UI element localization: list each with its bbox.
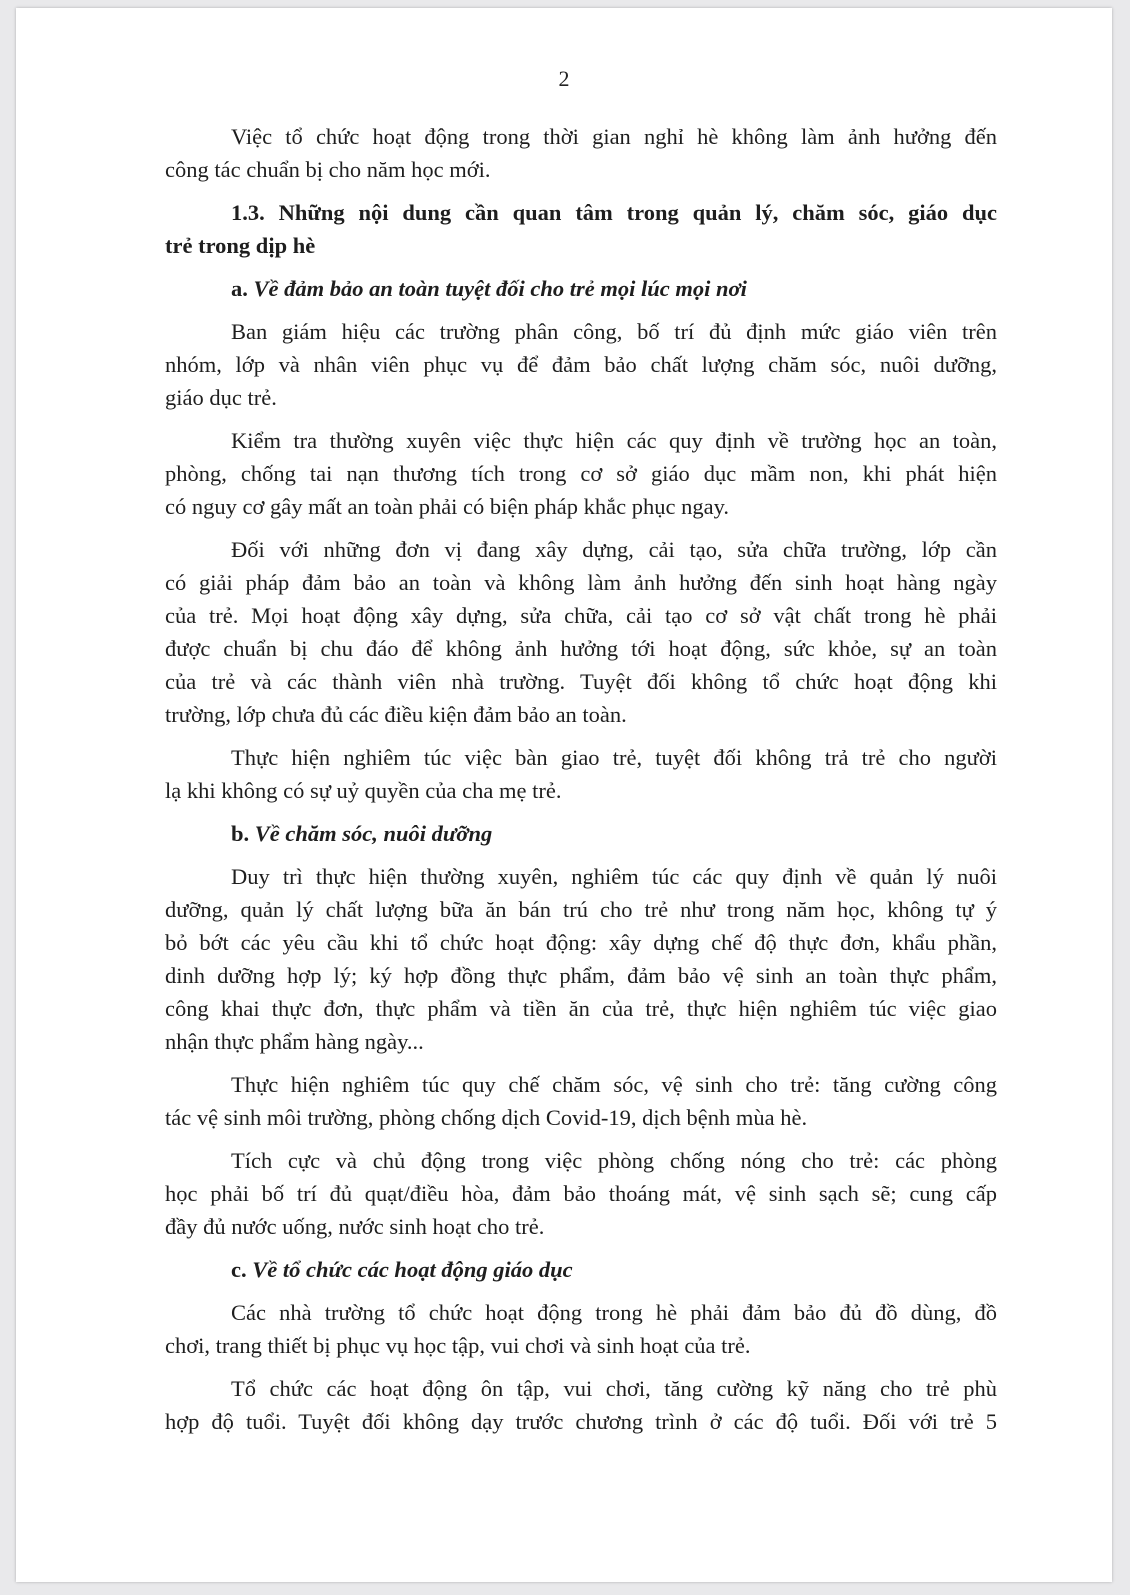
text-line: bỏ bớt các yêu cầu khi tổ chức hoạt động: xây dựng chế độ thực đơn, khẩu phần, (165, 930, 997, 955)
text-line (165, 1253, 997, 1286)
text-line: Đối với những đơn vị đang xây dựng, cải tạo, sửa chữa trường, lớp cần (231, 537, 997, 562)
text-line: lạ khi không có sự uỷ quyền của cha mẹ trẻ. (165, 778, 562, 803)
text-line: Thực hiện nghiêm túc quy chế chăm sóc, vệ sinh cho trẻ: tăng cường công (231, 1072, 997, 1097)
text-line: nhận thực phẩm hàng ngày... (165, 1029, 424, 1054)
text-line: công khai thực đơn, thực phẩm và tiền ăn của trẻ, thực hiện nghiêm túc việc giao (165, 996, 997, 1021)
text-line: Thực hiện nghiêm túc việc bàn giao trẻ, tuyệt đối không trả trẻ cho người (231, 745, 997, 770)
paragraph (165, 1296, 997, 1362)
text-line: nhóm, lớp và nhân viên phục vụ để đảm bảo chất lượng chăm sóc, nuôi dưỡng, (165, 352, 997, 377)
text-line: có nguy cơ gây mất an toàn phải có biện pháp khắc phục ngay. (165, 494, 730, 519)
text-line: chơi, trang thiết bị phục vụ học tập, vui chơi và sinh hoạt của trẻ. (165, 1333, 751, 1358)
subheading-prefix: c. (231, 1257, 247, 1282)
paragraph (165, 741, 997, 807)
text-line: phòng, chống tai nạn thương tích trong cơ sở giáo dục mầm non, khi phát hiện (165, 461, 997, 486)
paragraph (165, 120, 997, 186)
text-line: Kiểm tra thường xuyên việc thực hiện các quy định về trường học an toàn, (231, 428, 997, 453)
paragraph (165, 424, 997, 523)
text-line (165, 817, 997, 850)
text-line: Ban giám hiệu các trường phân công, bố trí đủ định mức giáo viên trên (231, 319, 997, 344)
text-line: dưỡng, quản lý chất lượng bữa ăn bán trú cho trẻ như trong năm học, không tự ý (165, 897, 997, 922)
paragraph (165, 315, 997, 414)
text-line: trẻ trong dịp hè (165, 233, 316, 258)
page-number: 2 (558, 66, 570, 91)
paragraph (165, 1068, 997, 1134)
paragraph (165, 1144, 997, 1243)
paragraph (165, 860, 997, 1058)
subheading-prefix: b. (231, 821, 250, 846)
subsection-heading (165, 1253, 997, 1286)
text-line: giáo dục trẻ. (165, 385, 277, 410)
text-line: của trẻ và các thành viên nhà trường. Tuyệt đối không tổ chức hoạt động khi (165, 669, 997, 694)
text-line: hợp độ tuổi. Tuyệt đối không dạy trước chương trình ở các độ tuổi. Đối với trẻ 5 (165, 1409, 997, 1434)
text-line: Tích cực và chủ động trong việc phòng chống nóng cho trẻ: các phòng (231, 1148, 997, 1173)
text-line: đầy đủ nước uống, nước sinh hoạt cho trẻ. (165, 1214, 545, 1239)
text-line: tác vệ sinh môi trường, phòng chống dịch Covid-19, dịch bệnh mùa hè. (165, 1105, 808, 1130)
subsection-heading (165, 272, 997, 305)
text-line: dinh dưỡng hợp lý; ký hợp đồng thực phẩm, đảm bảo vệ sinh an toàn thực phẩm, (165, 963, 997, 988)
subheading-text: Về tổ chức các hoạt động giáo dục (252, 1257, 573, 1282)
document-body (165, 120, 997, 1448)
document-page (16, 8, 1112, 1582)
text-line: trường, lớp chưa đủ các điều kiện đảm bảo an toàn. (165, 702, 627, 727)
text-line: học phải bố trí đủ quạt/điều hòa, đảm bảo thoáng mát, vệ sinh sạch sẽ; cung cấp (165, 1181, 997, 1206)
text-line: được chuẩn bị chu đáo để không ảnh hưởng tới hoạt động, sức khỏe, sự an toàn (165, 636, 997, 661)
text-line: công tác chuẩn bị cho năm học mới. (165, 157, 491, 182)
text-line: 1.3. Những nội dung cần quan tâm trong quản lý, chăm sóc, giáo dục (231, 200, 997, 225)
paragraph (165, 533, 997, 731)
subheading-prefix: a. (231, 276, 248, 301)
text-line: Tổ chức các hoạt động ôn tập, vui chơi, tăng cường kỹ năng cho trẻ phù (231, 1376, 997, 1401)
subsection-heading (165, 817, 997, 850)
paragraph (165, 1372, 997, 1438)
subheading-text: Về chăm sóc, nuôi dưỡng (254, 821, 493, 846)
text-line: của trẻ. Mọi hoạt động xây dựng, sửa chữa, cải tạo cơ sở vật chất trong hè phải (165, 603, 997, 628)
text-line (165, 272, 997, 305)
subheading-text: Về đảm bảo an toàn tuyệt đối cho trẻ mọi lúc mọi nơi (253, 276, 747, 301)
section-heading (165, 196, 997, 262)
text-line: Duy trì thực hiện thường xuyên, nghiêm túc các quy định về quản lý nuôi (231, 864, 997, 889)
text-line: Việc tổ chức hoạt động trong thời gian nghỉ hè không làm ảnh hưởng đến (231, 124, 997, 149)
text-line: có giải pháp đảm bảo an toàn và không làm ảnh hưởng đến sinh hoạt hàng ngày (165, 570, 997, 595)
text-line: Các nhà trường tổ chức hoạt động trong hè phải đảm bảo đủ đồ dùng, đồ (231, 1300, 997, 1325)
